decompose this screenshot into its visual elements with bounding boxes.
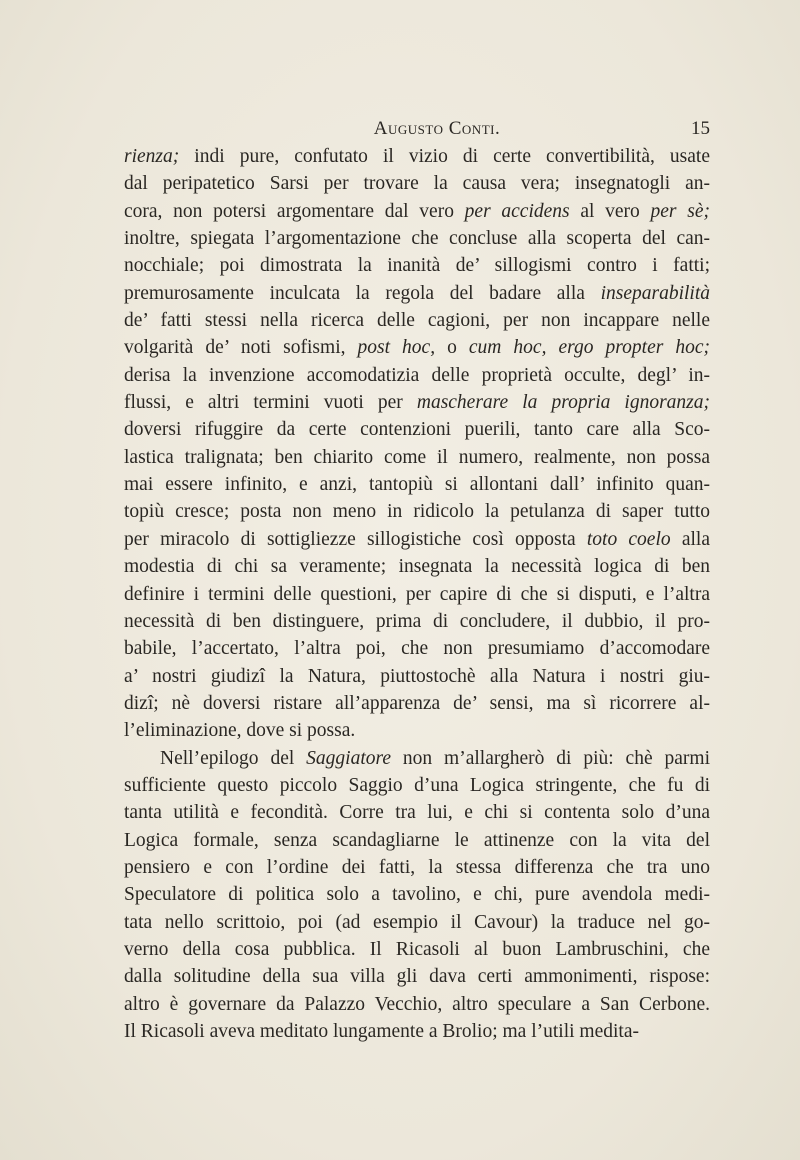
text-line <box>124 416 710 443</box>
text-line <box>124 526 710 553</box>
italic-segment: post hoc, <box>357 337 436 359</box>
text-segment: nocchiale; poi dimostrata la inanità de’ sillogismi contro i fatti; <box>124 255 710 277</box>
page-header <box>124 118 710 142</box>
text-segment: mai essere infinito, e anzi, tantopiù si allontani dall’ infinito quan- <box>124 474 710 496</box>
text-line <box>124 745 710 772</box>
text-line <box>124 635 710 662</box>
italic-segment: rienza; <box>124 146 180 167</box>
text-segment: de’ fatti stessi nella ricerca delle cagioni, per non incappare nelle <box>124 310 710 332</box>
text-line <box>124 881 710 908</box>
text-segment: al vero <box>569 200 651 222</box>
text-line <box>124 827 710 854</box>
italic-segment: per accidens <box>464 200 570 222</box>
text-line <box>124 581 710 608</box>
text-segment: verno della cosa pubblica. Il Ricasoli al buon Lambruschini, che <box>124 938 710 960</box>
italic-segment: mascherare la propria ignoranza; <box>416 392 711 414</box>
text-line <box>124 170 710 197</box>
text-segment: inoltre, spiegata l’argomentazione che concluse alla scoperta del can- <box>124 228 710 250</box>
text-line <box>124 799 710 826</box>
text-line <box>124 498 710 525</box>
text-segment: cora, non potersi argomentare dal vero <box>124 200 465 222</box>
text-line <box>124 362 710 389</box>
text-line <box>124 854 710 881</box>
text-line <box>124 444 710 471</box>
text-segment: tanta utilità e fecondità. Corre tra lui, e chi si contenta solo d’una <box>124 802 710 824</box>
text-line <box>124 1018 710 1045</box>
text-segment: sufficiente questo piccolo Saggio d’una Logica stringente, che fu di <box>124 774 710 796</box>
text-segment: dalla solitudine della sua villa gli dava certi ammonimenti, rispose: <box>124 966 710 988</box>
text-line <box>124 717 710 744</box>
text-segment: Logica formale, senza scandagliarne le attinenze con la vita del <box>124 829 710 851</box>
text-segment: tata nello scrittoio, poi (ad esempio il Cavour) la traduce nel go- <box>124 911 710 933</box>
text-segment: definire i termini delle questioni, per capire di che si disputi, e l’altra <box>124 583 710 605</box>
text-line <box>124 280 710 307</box>
text-line <box>124 143 710 170</box>
text-segment: dizî; nè doversi ristare all’apparenza de’ sensi, ma sì ricorrere al- <box>124 692 710 714</box>
text-segment: Speculatore di politica solo a tavolino, e chi, pure avendola medi- <box>124 884 710 906</box>
body-text <box>124 143 710 1045</box>
text-segment: derisa la invenzione accomodatizia delle proprietà occulte, degl’ in- <box>124 364 710 386</box>
text-line <box>124 963 710 990</box>
text-line <box>124 252 710 279</box>
italic-segment: inseparabilità <box>600 282 710 304</box>
text-segment: dal peripatetico Sarsi per trovare la causa vera; insegnatogli an- <box>124 173 710 195</box>
text-line <box>124 909 710 936</box>
page-number: 15 <box>691 118 710 139</box>
text-segment: necessità di ben distinguere, prima di concludere, il dubbio, il pro- <box>124 610 710 632</box>
text-line <box>124 553 710 580</box>
italic-segment: cum hoc, ergo propter hoc; <box>468 337 710 359</box>
text-segment: o <box>435 337 469 359</box>
text-segment: non m’allargherò di più: chè parmi <box>391 747 710 769</box>
italic-segment: per sè; <box>650 200 710 222</box>
text-line <box>124 198 710 225</box>
text-segment: lastica tralignata; ben chiarito come il numero, realmente, non possa <box>124 446 710 468</box>
text-segment: modestia di chi sa veramente; insegnata la necessità logica di ben <box>124 556 710 578</box>
running-head: Augusto Conti. <box>373 118 501 139</box>
text-line <box>124 936 710 963</box>
text-segment: topiù cresce; posta non meno in ridicolo la petulanza di saper tutto <box>124 501 710 523</box>
text-segment: altro è governare da Palazzo Vecchio, altro speculare a San Cerbone. <box>124 993 710 1015</box>
text-segment: Il Ricasoli aveva meditato lungamente a Brolio; ma l’utili medita- <box>124 1021 639 1042</box>
text-segment: alla <box>670 528 710 550</box>
text-line <box>124 608 710 635</box>
text-segment: l’eliminazione, dove si possa. <box>124 720 356 742</box>
text-line <box>124 772 710 799</box>
text-segment: doversi rifuggire da certe contenzioni puerili, tanto care alla Sco- <box>124 419 710 441</box>
text-line <box>124 389 710 416</box>
text-segment: volgarità de’ noti sofismi, <box>124 337 358 359</box>
text-segment: premurosamente inculcata la regola del badare alla <box>124 282 601 304</box>
text-line <box>124 663 710 690</box>
text-line <box>124 471 710 498</box>
text-line <box>124 334 710 361</box>
text-segment: flussi, e altri termini vuoti per <box>124 392 417 414</box>
italic-segment: Saggiatore <box>306 747 392 769</box>
text-line <box>124 307 710 334</box>
text-segment: babile, l’accertato, l’altra poi, che non presumiamo d’accomodare <box>124 638 710 660</box>
text-segment: a’ nostri giudizî la Natura, piuttostochè alla Natura i nostri giu- <box>124 665 710 687</box>
text-line <box>124 991 710 1018</box>
text-segment: Nell’epilogo del <box>160 747 307 769</box>
text-segment: indi pure, confutato il vizio di certe convertibilità, usate <box>179 146 710 167</box>
text-segment: per miracolo di sottigliezze sillogistiche così opposta <box>124 528 587 550</box>
text-segment: pensiero e con l’ordine dei fatti, la stessa differenza che tra uno <box>124 856 710 878</box>
text-line <box>124 690 710 717</box>
italic-segment: toto coelo <box>586 528 671 550</box>
text-line <box>124 225 710 252</box>
